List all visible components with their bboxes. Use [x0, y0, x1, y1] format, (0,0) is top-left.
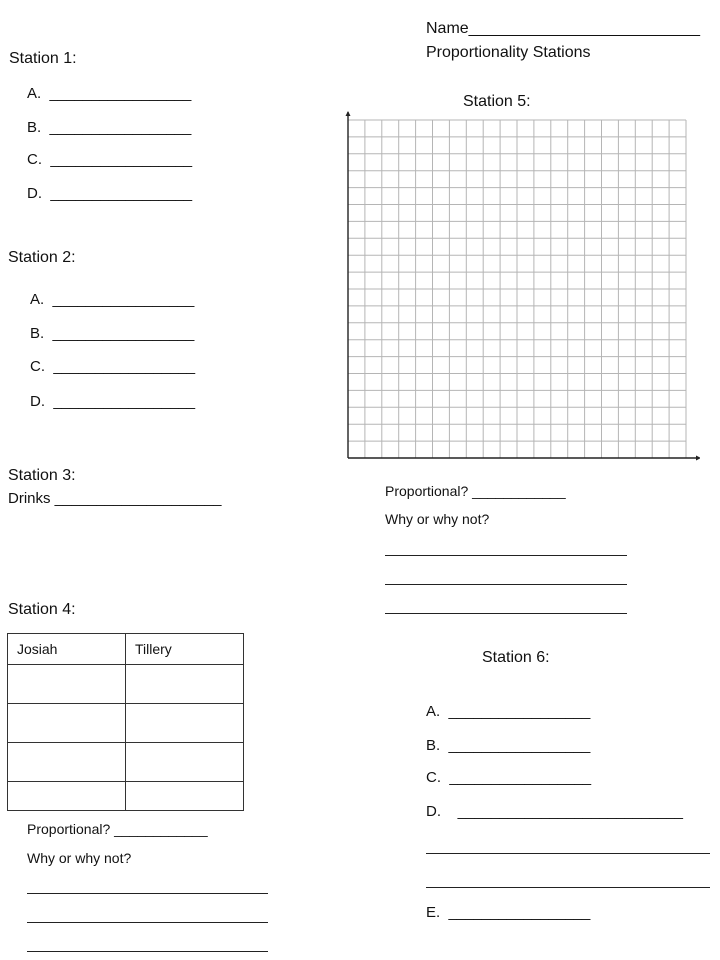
page-title: Proportionality Stations — [426, 44, 591, 61]
table-cell-tillery[interactable] — [126, 704, 244, 743]
column-header-tillery: Tillery — [126, 634, 244, 665]
station-6-answer-d[interactable]: D. ___________________________ — [426, 803, 683, 820]
station-4-answer-line[interactable] — [27, 922, 268, 923]
station-6-answer-e[interactable]: E. _________________ — [426, 904, 591, 921]
station-2-label: Station 2: — [8, 249, 76, 266]
table-row — [8, 704, 244, 743]
station-2-answer-b[interactable]: B. _________________ — [30, 325, 195, 342]
table-header-row — [8, 634, 244, 665]
table-cell-josiah[interactable] — [8, 704, 126, 743]
station-2-answer-c[interactable]: C. _________________ — [30, 358, 196, 375]
station-5-answer-line[interactable] — [385, 584, 627, 585]
y-axis-arrow-icon — [346, 111, 351, 116]
station-5-graph-grid[interactable] — [340, 110, 700, 471]
station-6-label: Station 6: — [482, 649, 550, 666]
station-6-answer-c[interactable]: C. _________________ — [426, 769, 592, 786]
column-header-josiah: Josiah — [8, 634, 126, 665]
table-row — [8, 743, 244, 782]
table-cell-tillery[interactable] — [126, 665, 244, 704]
name-field-line[interactable]: Name__________________________ — [426, 20, 701, 37]
station-4-label: Station 4: — [8, 601, 76, 618]
station-1-answer-d[interactable]: D. _________________ — [27, 185, 193, 202]
station-5-proportional-line[interactable]: Proportional? ____________ — [385, 483, 566, 499]
station-1-answer-c[interactable]: C. _________________ — [27, 151, 193, 168]
table-cell-tillery[interactable] — [126, 743, 244, 782]
station-5-answer-line[interactable] — [385, 613, 627, 614]
station-6-answer-b[interactable]: B. _________________ — [426, 737, 591, 754]
station-2-answer-d[interactable]: D. _________________ — [30, 393, 196, 410]
station-1-label: Station 1: — [9, 50, 77, 67]
station-1-answer-a[interactable]: A. _________________ — [27, 85, 192, 102]
station-1-answer-b[interactable]: B. _________________ — [27, 119, 192, 136]
table-cell-tillery[interactable] — [126, 782, 244, 811]
station-4-table — [7, 633, 244, 811]
station-3-drinks-line[interactable]: Drinks ____________________ — [8, 490, 222, 507]
table-cell-josiah[interactable] — [8, 782, 126, 811]
station-6-answer-d-line[interactable] — [426, 853, 710, 854]
station-5-why-label: Why or why not? — [385, 511, 490, 527]
station-3-label: Station 3: — [8, 467, 76, 484]
station-4-proportional-line[interactable]: Proportional? ____________ — [27, 821, 208, 837]
station-5-answer-line[interactable] — [385, 555, 627, 556]
station-4-why-label: Why or why not? — [27, 850, 132, 866]
station-4-answer-line[interactable] — [27, 951, 268, 952]
table-cell-josiah[interactable] — [8, 743, 126, 782]
station-6-answer-d-line[interactable] — [426, 887, 710, 888]
station-6-answer-a[interactable]: A. _________________ — [426, 703, 591, 720]
table-row — [8, 665, 244, 704]
table-row — [8, 782, 244, 811]
table-cell-josiah[interactable] — [8, 665, 126, 704]
station-4-answer-line[interactable] — [27, 893, 268, 894]
station-5-label: Station 5: — [463, 93, 531, 110]
station-2-answer-a[interactable]: A. _________________ — [30, 291, 195, 308]
x-axis-arrow-icon — [696, 456, 700, 461]
